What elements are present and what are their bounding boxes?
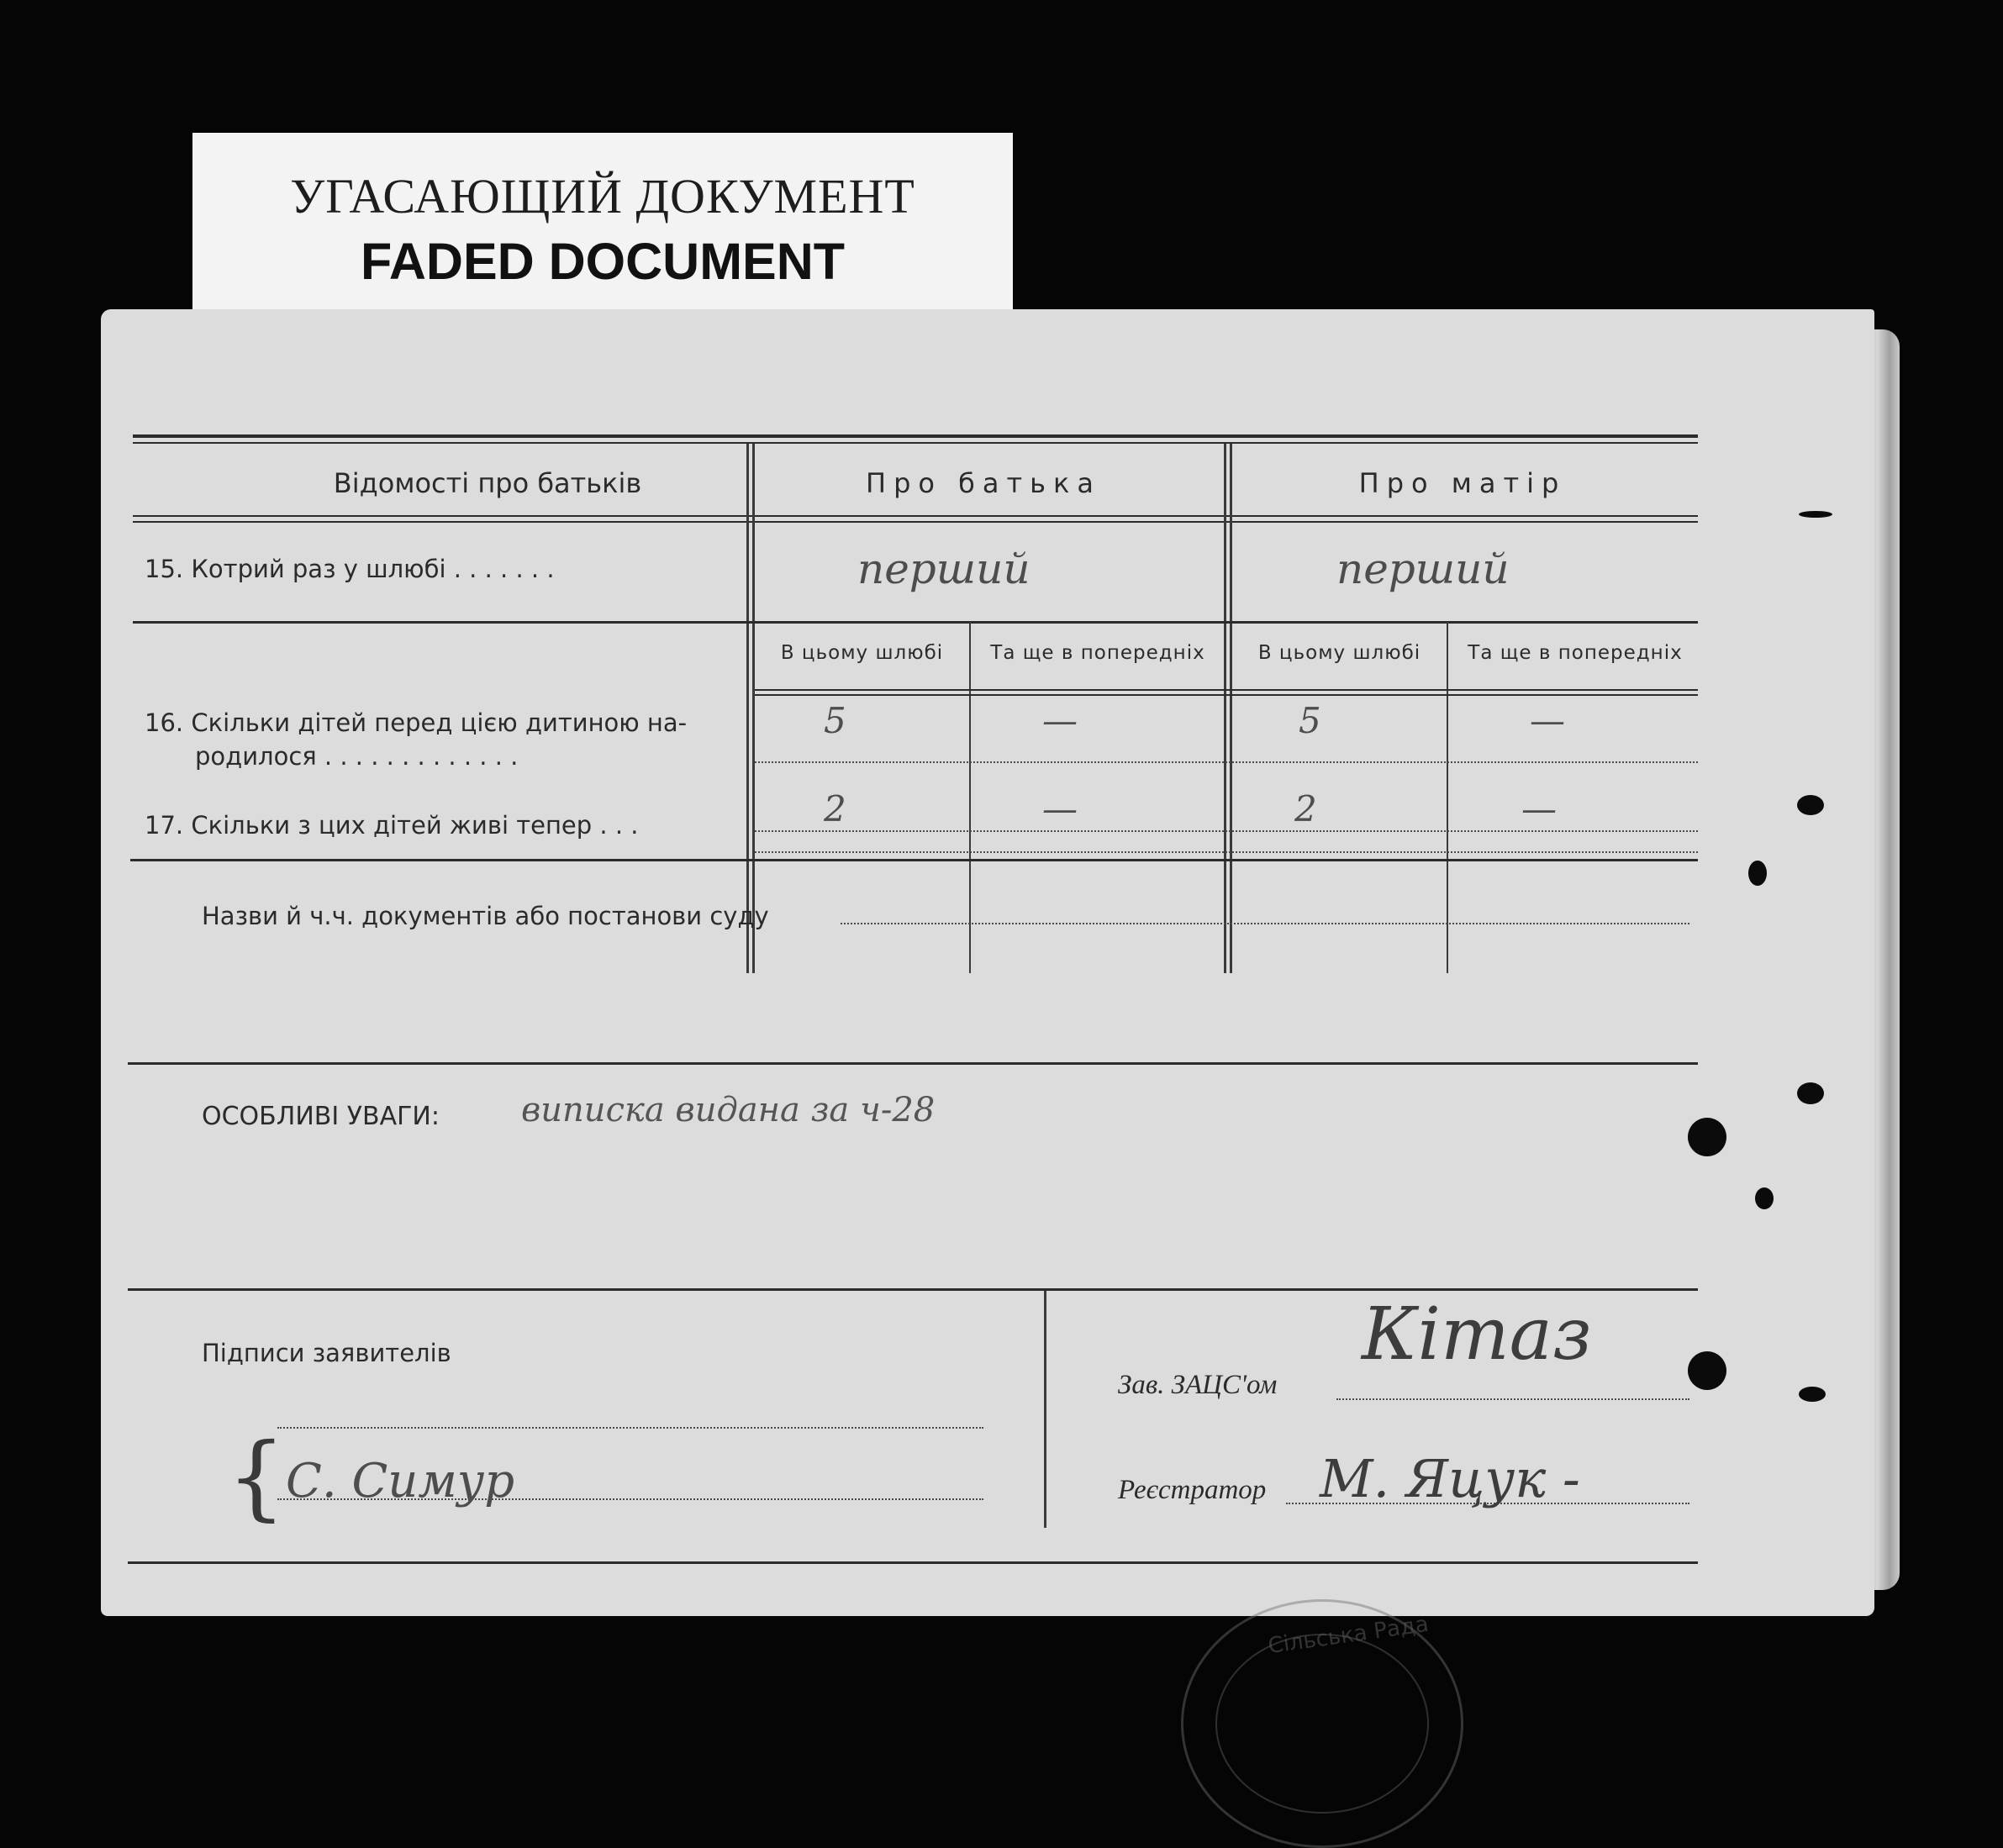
applicant-signature: С. Симур — [286, 1454, 515, 1508]
table-bottom-rule — [130, 859, 1698, 861]
col-divider-2 — [1224, 444, 1226, 973]
col-divider-2b — [1230, 444, 1232, 973]
registrar-signature: М. Яцук - — [1320, 1448, 1580, 1509]
remarks-label: ОСОБЛИВІ УВАГИ: — [202, 1102, 440, 1131]
binding-hole — [1688, 1118, 1726, 1156]
remarks-value: виписка видана за ч-28 — [521, 1091, 936, 1129]
edge-nick — [1748, 861, 1767, 886]
q16-mother-prev: — — [1530, 700, 1565, 741]
edge-nick — [1797, 795, 1824, 815]
signatures-label: Підписи заявителів — [202, 1339, 451, 1367]
stamp-text: Сільська Рада — [1266, 1611, 1431, 1660]
q15-father-value: перший — [857, 545, 1030, 593]
mother-subdivider — [1447, 622, 1448, 973]
header-rule-2 — [133, 521, 1698, 523]
official-stamp — [1181, 1599, 1463, 1848]
edge-nick — [1797, 1082, 1824, 1104]
q15-label: 15. Котрий раз у шлюбі . . . . . . . — [145, 555, 555, 583]
q16-father-prev: — — [1042, 700, 1078, 741]
signature-line-1 — [277, 1427, 983, 1429]
father-subdivider — [969, 622, 971, 973]
parents-header: Відомості про батьків — [333, 467, 642, 499]
label-russian: УГАСАЮЩИЙ ДОКУМЕНТ — [290, 169, 915, 224]
q17-dotted-line — [755, 830, 1698, 832]
documents-label: Назви й ч.ч. документів або постанови суду — [202, 902, 769, 930]
mother-subheader-this: В цьому шлюбі — [1257, 642, 1421, 664]
q16-dotted-line — [755, 761, 1698, 763]
head-signature-line — [1336, 1398, 1689, 1400]
edge-nick — [1799, 511, 1832, 518]
subheader-rule-2 — [755, 694, 1698, 696]
q15-mother-value: перший — [1336, 545, 1510, 593]
faded-document-label — [192, 133, 1013, 313]
mother-header: Про матір — [1358, 467, 1567, 499]
subheader-rule — [755, 689, 1698, 691]
edge-nick — [1799, 1387, 1826, 1402]
q17-mother-this: 2 — [1294, 788, 1317, 829]
label-english: FADED DOCUMENT — [360, 233, 846, 290]
q16-father-this: 5 — [824, 700, 846, 741]
documents-dotted-line — [841, 923, 1689, 924]
q17-father-this: 2 — [824, 788, 846, 829]
sheet-bottom-rule — [128, 1561, 1698, 1564]
q17-label: 17. Скільки з цих дітей живі тепер . . . — [145, 811, 639, 840]
father-subheader-prev: Та ще в попередніх — [990, 642, 1205, 664]
edge-nick — [1755, 1187, 1774, 1209]
remarks-rule — [128, 1288, 1698, 1291]
head-signature: Кітаз — [1362, 1293, 1592, 1377]
brace-mark: { — [227, 1423, 286, 1530]
table-top-rule — [133, 434, 1698, 438]
header-rule — [133, 515, 1698, 517]
col-divider-1b — [752, 444, 755, 973]
q17-father-prev: — — [1042, 788, 1078, 829]
binding-hole — [1688, 1351, 1726, 1390]
mother-subheader-prev: Та ще в попередніх — [1468, 642, 1683, 664]
q17-dotted-line-2 — [755, 851, 1698, 853]
head-label: Зав. ЗАЦС'ом — [1118, 1370, 1278, 1400]
q16-label-line1: 16. Скільки дітей перед цією дитиною на- — [145, 708, 688, 737]
father-subheader-this: В цьому шлюбі — [780, 642, 944, 664]
registrar-label: Реєстратор — [1118, 1475, 1267, 1505]
q17-mother-prev: — — [1521, 788, 1557, 829]
q16-mother-this: 5 — [1299, 700, 1321, 741]
father-header: Про батька — [866, 467, 1101, 499]
table-top-rule-2 — [133, 442, 1698, 444]
signature-divider — [1044, 1291, 1046, 1528]
documents-rule — [128, 1062, 1698, 1065]
col-divider-1 — [746, 444, 749, 973]
q15-rule — [133, 621, 1698, 624]
document-sheet — [101, 309, 1874, 1660]
q16-label-line2: родилося . . . . . . . . . . . . . — [195, 742, 519, 771]
